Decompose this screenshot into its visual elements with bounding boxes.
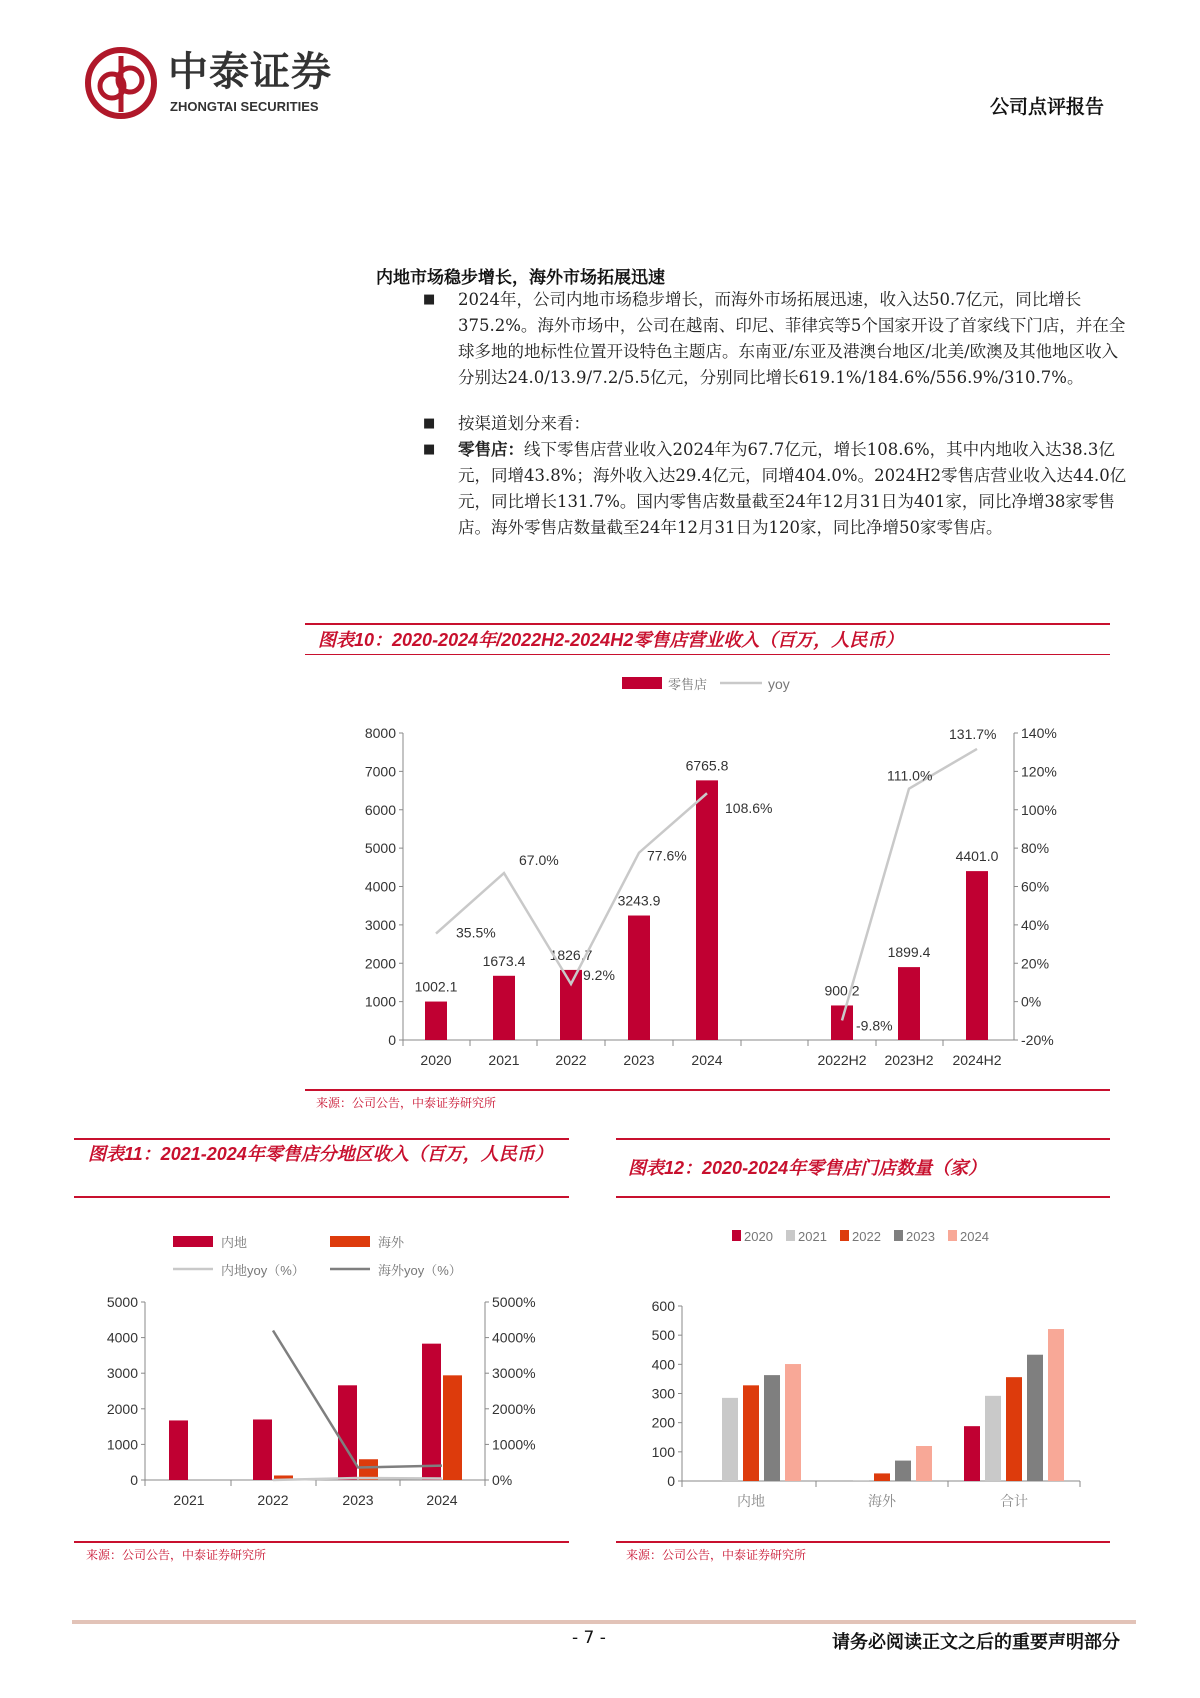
y-tick-label: 1000: [106, 1436, 138, 1453]
yoy-value-label: 108.6%: [725, 800, 773, 817]
x-tick-label: 2022H2: [817, 1052, 867, 1068]
bar-value-label: 1673.4: [482, 952, 526, 969]
x-tick-label: 2022: [555, 1052, 587, 1068]
legend-label: 零售店: [668, 677, 708, 692]
legend-label: yoy: [768, 676, 790, 692]
legend-label: 内地yoy（%）: [221, 1263, 305, 1278]
x-tick-label: 2021: [488, 1052, 520, 1068]
bar-value-label: 4401.0: [955, 848, 999, 865]
x-tick-label: 2022: [257, 1492, 289, 1508]
bullet-icon: ■: [423, 292, 436, 307]
bar-value-label: 1899.4: [887, 944, 931, 961]
legend-label: 2021: [798, 1229, 827, 1244]
y-tick-label: 400: [651, 1356, 675, 1373]
y-tick-label: 0: [388, 1032, 396, 1048]
legend-swatch: [948, 1230, 957, 1241]
bar: [916, 1446, 932, 1481]
x-tick-label: 2023: [342, 1492, 374, 1508]
y2-tick-label: 3000%: [492, 1365, 536, 1382]
report-type: 公司点评报告: [989, 96, 1104, 118]
bar: [895, 1461, 911, 1481]
legend-label: 2020: [744, 1229, 773, 1244]
chart-source: 来源：公司公告，中泰证券研究所: [316, 1096, 497, 1110]
x-tick-label: 2023H2: [884, 1052, 934, 1068]
yoy-value-label: 111.0%: [887, 767, 933, 784]
y-tick-label: 3000: [106, 1365, 138, 1382]
bar-value-label: 1826.7: [549, 946, 593, 963]
y-tick-label: 200: [651, 1414, 675, 1431]
bullet-icon: ■: [423, 416, 436, 431]
x-tick-label: 2024H2: [952, 1052, 1002, 1068]
yoy-value-label: 9.2%: [583, 966, 615, 983]
bullet-text: 按渠道划分来看：: [458, 414, 590, 433]
y-tick-label: 3000: [364, 916, 396, 933]
bar-value-label: 6765.8: [685, 757, 729, 774]
logo-text-cn: 中泰证券: [168, 49, 332, 95]
legend-swatch: [732, 1230, 741, 1241]
x-tick-label: 内地: [737, 1493, 765, 1509]
y-tick-label: 1000: [364, 993, 396, 1010]
y2-tick-label: 0%: [492, 1472, 513, 1488]
bar-value-label: 900.2: [824, 982, 860, 999]
y2-tick-label: 5000%: [492, 1294, 536, 1310]
y-tick-label: 5000: [364, 840, 396, 857]
x-tick-label: 2024: [426, 1492, 458, 1508]
y-tick-label: 600: [651, 1298, 675, 1314]
legend-label: 2022: [852, 1229, 881, 1244]
y-tick-label: 4000: [364, 878, 396, 895]
bar: [874, 1473, 890, 1481]
footer-rule: [72, 1620, 1136, 1624]
bullet-bold-label: 零售店：: [458, 440, 524, 459]
legend-label: 内地: [221, 1235, 248, 1250]
chart-source: 来源：公司公告，中泰证券研究所: [626, 1548, 807, 1562]
x-tick-label: 合计: [1000, 1493, 1028, 1509]
y-tick-label: 500: [651, 1327, 675, 1344]
x-tick-label: 2024: [691, 1052, 723, 1068]
chart-title: 图表10：2020-2024年/2022H2-2024H2零售店营业收入（百万，人民币）: [318, 630, 904, 650]
x-tick-label: 2023: [623, 1052, 655, 1068]
y2-tick-label: 4000%: [492, 1329, 536, 1346]
footer-notice: 请务必阅读正文之后的重要声明部分: [832, 1632, 1120, 1653]
bar: [1006, 1377, 1022, 1481]
y2-tick-label: -20%: [1021, 1032, 1054, 1048]
x-tick-label: 海外: [868, 1493, 896, 1509]
y-tick-label: 2000: [364, 955, 396, 972]
yoy-value-label: 67.0%: [519, 852, 559, 869]
bar: [764, 1375, 780, 1481]
y-tick-label: 100: [651, 1443, 675, 1460]
bar: [785, 1364, 801, 1481]
y2-tick-label: 60%: [1021, 878, 1050, 895]
bullet-icon: ■: [423, 442, 436, 457]
y-tick-label: 0: [130, 1472, 138, 1488]
y2-tick-label: 2000%: [492, 1400, 536, 1417]
bar-value-label: 3243.9: [617, 892, 661, 909]
legend-swatch: [786, 1230, 795, 1241]
legend-label: 2024: [960, 1229, 989, 1244]
y2-tick-label: 20%: [1021, 955, 1050, 972]
legend-swatch: [840, 1230, 849, 1241]
y-tick-label: 5000: [106, 1294, 138, 1310]
y-tick-label: 7000: [364, 763, 396, 780]
bar: [853, 1480, 869, 1481]
page-number: - 7 -: [572, 1628, 606, 1648]
y2-tick-label: 0%: [1021, 993, 1042, 1010]
bullet-text: 2024年，公司内地市场稳步增长，而海外市场拓展迅速，收入达50.7亿元，同比增长375.2%。海外市场中，公司在越南、印尼、菲律宾等5个国家开设了首家线下门店，并在全球多地的地标性位置开设特色主题店。东南亚/东亚及港澳台地区/北美/欧澳及其他地区收入分别达24.0/13.9/7.2/5.5亿元，分别同比增长619.1%/184.6%/556.9%/310.7%。: [458, 290, 1126, 387]
bar: [722, 1398, 738, 1481]
y2-tick-label: 80%: [1021, 840, 1050, 857]
y2-tick-label: 140%: [1021, 725, 1057, 741]
chart-title: 图表11：2021-2024年零售店分地区收入（百万，人民币）: [88, 1144, 553, 1164]
bar: [1027, 1355, 1043, 1481]
y-tick-label: 300: [651, 1385, 675, 1402]
yoy-value-label: -9.8%: [856, 1017, 893, 1034]
legend-label: 海外: [378, 1235, 405, 1250]
section-heading: 内地市场稳步增长，海外市场拓展迅速: [376, 268, 665, 288]
bar-value-label: 1002.1: [414, 978, 458, 995]
legend-swatch: [894, 1230, 903, 1241]
chart-title: 图表12：2020-2024年零售店门店数量（家）: [628, 1158, 987, 1178]
y-tick-label: 6000: [364, 801, 396, 818]
yoy-value-label: 35.5%: [456, 924, 496, 941]
y2-tick-label: 1000%: [492, 1436, 536, 1453]
logo-text-en: ZHONGTAI SECURITIES: [170, 99, 319, 114]
bar: [964, 1426, 980, 1481]
y2-tick-label: 40%: [1021, 916, 1050, 933]
legend-label: 2023: [906, 1229, 935, 1244]
x-tick-label: 2021: [173, 1492, 205, 1508]
y2-tick-label: 120%: [1021, 763, 1057, 780]
x-tick-label: 2020: [420, 1052, 452, 1068]
yoy-value-label: 77.6%: [647, 847, 687, 864]
legend-label: 海外yoy（%）: [378, 1263, 462, 1278]
y-tick-label: 2000: [106, 1400, 138, 1417]
y-tick-label: 0: [667, 1473, 675, 1489]
bullet-text: 线下零售店营业收入2024年为67.7亿元，增长108.6%，其中内地收入达38.3亿元，同增43.8%；海外收入达29.4亿元，同增404.0%。2024H2零售店营业收入达44.0亿元，同比增长131.7%。国内零售店数量截至24年12月31日为401家，同比净增38家零售店。海外零售店数量截至24年12月31日为120家，同比净增50家零售店。: [458, 440, 1127, 537]
bar: [1048, 1329, 1064, 1481]
yoy-value-label: 131.7%: [949, 725, 997, 742]
bar: [743, 1385, 759, 1481]
y-tick-label: 8000: [364, 725, 396, 741]
y-tick-label: 4000: [106, 1329, 138, 1346]
divider: [616, 1541, 1110, 1543]
bar: [985, 1396, 1001, 1481]
y2-tick-label: 100%: [1021, 801, 1057, 818]
chart-source: 来源：公司公告，中泰证券研究所: [86, 1548, 267, 1562]
